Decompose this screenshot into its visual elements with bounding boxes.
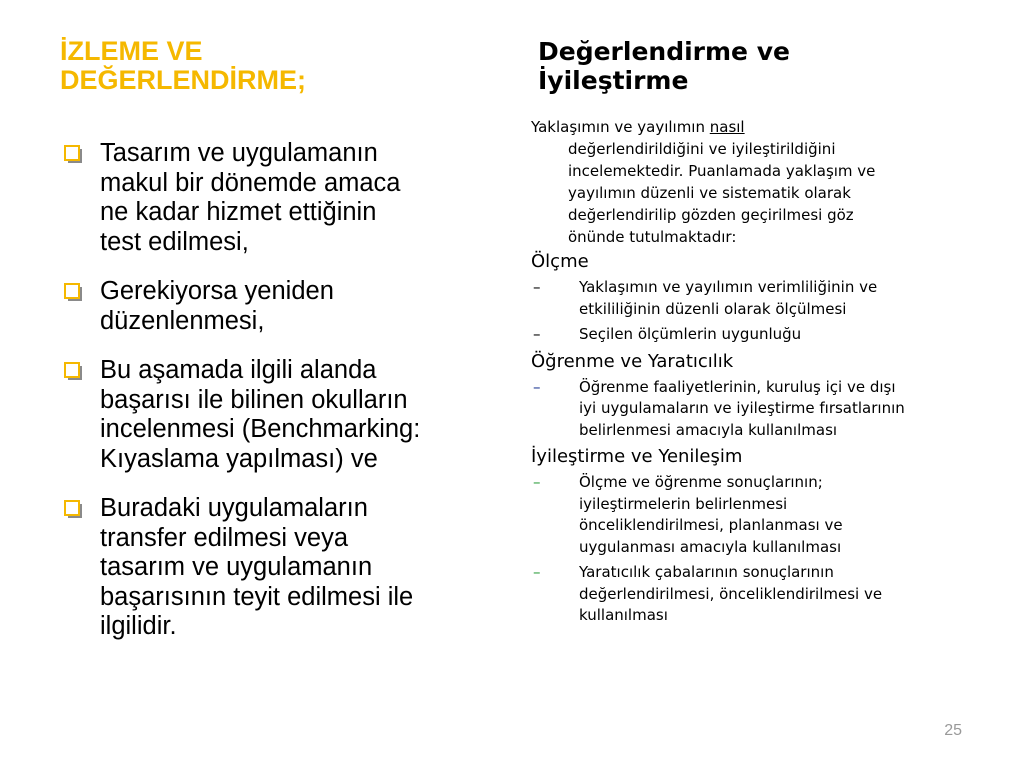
section-list-item [531, 324, 971, 346]
left-title-line: DEĞERLENDİRME; [60, 65, 307, 95]
dash-bullet-icon: – [533, 325, 541, 343]
left-list-item-line: tasarım ve uygulamanın [100, 553, 373, 581]
right-column [531, 116, 971, 631]
left-list-item-line: Tasarım ve uygulamanın [100, 139, 378, 167]
left-list-item-line: makul bir dönemde amaca [100, 168, 401, 197]
section-list [531, 277, 971, 346]
section-list-item-line: Öğrenme faaliyetlerinin, kuruluş içi ve dışı [579, 377, 896, 396]
section-list-item-line: Yaklaşımın ve yayılımın verimliliğinin ve [579, 278, 878, 296]
section-list-item-line: etkililiğinin düzenli olarak ölçülmesi [579, 299, 847, 318]
section-list [531, 472, 971, 627]
section-list-item-line: Ölçme ve öğrenme sonuçlarının; [579, 473, 823, 491]
intro-underlined-word: nasıl [709, 118, 745, 136]
left-list-item-line: Gerekiyorsa yeniden [100, 277, 334, 305]
section-list-item-line: kullanılması [579, 606, 668, 624]
page-number: 25 [944, 722, 962, 739]
left-list-item-line: başarısı ile bilinen okulların [100, 385, 408, 414]
intro-line: incelemektedir. Puanlamada yaklaşım ve [568, 162, 876, 180]
intro-paragraph [531, 116, 971, 248]
section-list-item-line: iyileştirmelerin belirlenmesi [579, 494, 788, 513]
dash-bullet-icon: – [533, 473, 541, 491]
section-list-item [531, 277, 971, 320]
hollow-square-checkbox-icon [64, 500, 83, 519]
left-list-item-line: Kıyaslama yapılması) ve [100, 444, 378, 473]
section-list-item-line: iyi uygulamaların ve iyileştirme fırsatlarının [579, 399, 905, 417]
intro-line: önünde tutulmaktadır: [568, 228, 737, 246]
left-list-item-line: incelenmesi (Benchmarking: [100, 415, 421, 443]
left-list-item [64, 356, 504, 474]
left-bullet-list [64, 139, 504, 662]
section-heading: Ölçme [531, 251, 589, 272]
section-list-item [531, 377, 971, 442]
intro-line: yayılımın düzenli ve sistematik olarak [568, 184, 851, 202]
left-list-item-line: başarısının teyit edilmesi ile [100, 582, 414, 611]
left-list-item-line: ne kadar hizmet ettiğinin [100, 198, 377, 226]
section-list-item [531, 562, 971, 627]
section-list-item-line: Seçilen ölçümlerin uygunluğu [579, 325, 802, 343]
section-list-item-line: Yaratıcılık çabalarının sonuçlarının [579, 563, 834, 581]
left-title [60, 37, 500, 95]
intro-prefix: Yaklaşımın ve yayılımın [531, 118, 710, 136]
right-title-line: İyileştirme [538, 66, 689, 95]
left-list-item-line: Bu aşamada ilgili alanda [100, 356, 377, 384]
intro-line: değerlendirilip gözden geçirilmesi göz [568, 206, 854, 224]
hollow-square-checkbox-icon [64, 362, 83, 381]
hollow-square-checkbox-icon [64, 283, 83, 302]
left-list-item-line: Buradaki uygulamaların [100, 494, 368, 522]
section-list-item-line: önceliklendirilmesi, planlanması ve [579, 516, 843, 534]
dash-bullet-icon: – [533, 563, 541, 581]
intro-first-line [531, 116, 971, 138]
section-list-item [531, 472, 971, 558]
section-heading: Öğrenme ve Yaratıcılık [531, 350, 734, 372]
left-list-item-line: transfer edilmesi veya [100, 523, 349, 552]
dash-bullet-icon: – [533, 377, 541, 396]
left-list-item [64, 494, 504, 642]
section-list-item-line: uygulanması amacıyla kullanılması [579, 537, 842, 556]
left-list-item [64, 277, 504, 336]
intro-line: değerlendirildiğini ve iyileştirildiğini [568, 140, 836, 158]
left-title-line: İZLEME VE [60, 36, 203, 66]
left-list-item [64, 139, 504, 257]
dash-bullet-icon: – [533, 278, 541, 296]
section-list-item-line: değerlendirilmesi, önceliklendirilmesi ve [579, 584, 883, 603]
left-list-item-line: ilgilidir. [100, 612, 177, 640]
left-list-item-line: düzenlenmesi, [100, 306, 265, 335]
section-heading: İyileştirme ve Yenileşim [531, 446, 743, 467]
section-list [531, 377, 971, 442]
hollow-square-checkbox-icon [64, 145, 83, 164]
sections-container [531, 250, 971, 627]
right-title-line: Değerlendirme ve [538, 37, 790, 66]
section-list-item-line: belirlenmesi amacıyla kullanılması [579, 420, 838, 439]
left-list-item-line: test edilmesi, [100, 227, 249, 256]
right-title [538, 37, 978, 95]
